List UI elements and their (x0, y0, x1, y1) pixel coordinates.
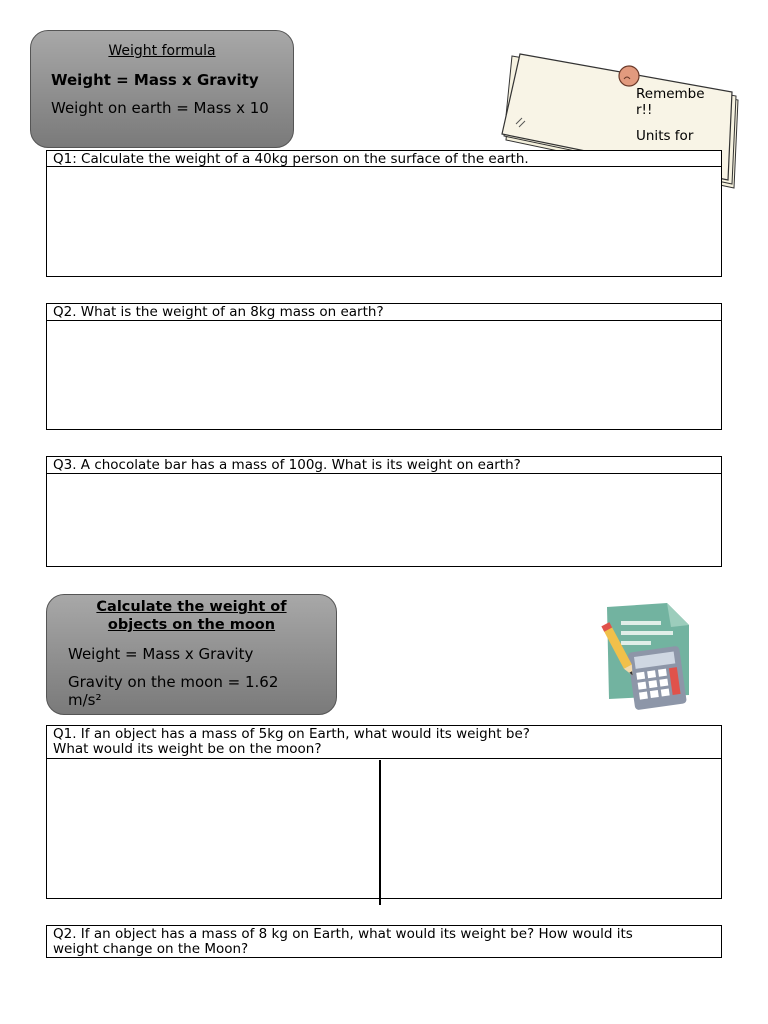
question-line-1: Q2. If an object has a mass of 8 kg on Earth, what would its weight be? How would its (53, 926, 633, 942)
sticky-note-line-2: r!! (636, 102, 653, 118)
weight-formula-equation: Weight = Mass x Gravity (51, 71, 259, 89)
moon-formula-title: Calculate the weight of objects on the moon (96, 599, 287, 633)
weight-formula-title: Weight formula (108, 43, 216, 59)
question-text (47, 726, 721, 759)
question-line-1: Q1. If an object has a mass of 5kg on Earth, what would its weight be? (53, 726, 530, 742)
sticky-note-line-3: Units for (636, 128, 694, 144)
moon-question-box-q2 (46, 925, 722, 958)
answer-column-divider (379, 760, 381, 905)
question-box-q1 (46, 150, 722, 277)
question-line-2: weight change on the Moon? (53, 941, 249, 957)
moon-gravity-value: Gravity on the moon = 1.62 m/s² (68, 673, 279, 709)
moon-question-box-q1 (46, 725, 722, 899)
question-text: Q1: Calculate the weight of a 40kg person on the surface of the earth. (47, 151, 721, 167)
moon-formula-equation: Weight = Mass x Gravity (68, 645, 254, 663)
moon-formula-box (46, 594, 337, 715)
weight-formula-box (30, 30, 294, 148)
question-text (47, 926, 721, 957)
question-box-q2 (46, 303, 722, 430)
question-text: Q3. A chocolate bar has a mass of 100g. What is its weight on earth? (47, 457, 721, 474)
question-line-2: What would its weight be on the moon? (53, 741, 322, 757)
question-box-q3 (46, 456, 722, 567)
sticky-note-line-1: Remembe (636, 86, 705, 102)
question-text: Q2. What is the weight of an 8kg mass on earth? (47, 304, 721, 321)
sticky-note-text (636, 86, 716, 144)
weight-on-earth-equation: Weight on earth = Mass x 10 (51, 99, 269, 117)
calculator-icon (595, 603, 695, 713)
